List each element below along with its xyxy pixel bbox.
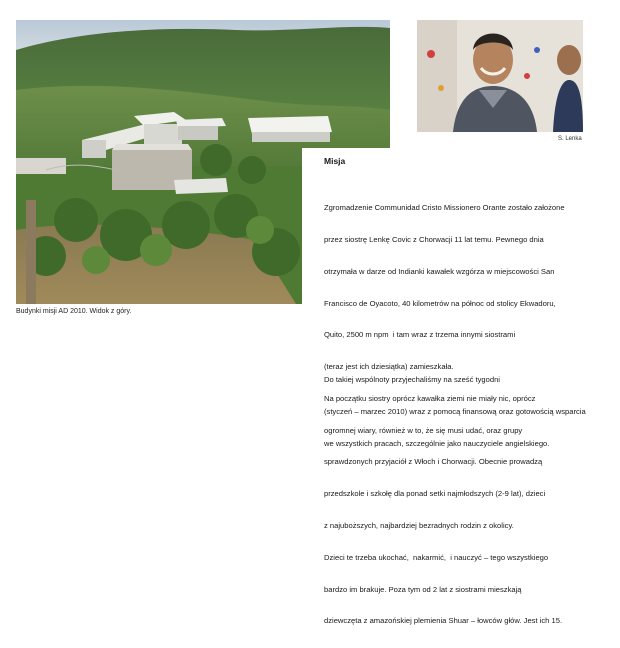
text-line: (styczeń – marzec 2010) wraz z pomocą finansową oraz gotowością wsparcia bbox=[324, 406, 586, 416]
text-line: przedszkole i szkołę dla ponad setki najmłodszych (2-9 lat), dzieci bbox=[324, 489, 546, 499]
text-line: otrzymała w darze od Indianki kawałek wzgórza w miejscowości San bbox=[324, 266, 555, 276]
text-line: Francisco de Oyacoto, 40 kilometrów na północ od stolicy Ekwadoru, bbox=[324, 298, 556, 308]
text-line: z najuboższych, najbardziej bezradnych rodzin z okolicy. bbox=[324, 521, 514, 530]
text-line: dziewczęta z amazońskiej plemienia Shuar – łowców głów. Jest ich 15. bbox=[324, 616, 563, 626]
text-line: Zgromadzenie Communidad Cristo Missionero Orante zostało założone bbox=[324, 203, 565, 213]
text-line: Na początku siostry oprócz kawałka ziemi nie miały nic, oprócz bbox=[324, 393, 536, 403]
text-line: sprawdzonych przyjaciół z Włoch i Chorwacji. Obecnie prowadzą bbox=[324, 457, 543, 467]
text-line: we wszystkich pracach, szczególnie jako nauczyciele angielskiego. bbox=[324, 438, 550, 448]
portrait-illustration bbox=[417, 20, 583, 132]
article-panel bbox=[302, 148, 620, 626]
text-line: przez siostrę Lenkę Covic z Chorwacji 11 lat temu. Pewnego dnia bbox=[324, 234, 544, 244]
article-paragraph-2 bbox=[324, 354, 620, 471]
text-line: bardzo im brakuje. Poza tym od 2 lat z siostrami mieszkają bbox=[324, 584, 522, 594]
text-line: Do takiej wspólnoty przyjechaliśmy na sześć tygodni bbox=[324, 375, 500, 385]
text-line: Quito, 2500 m npm i tam wraz z trzema innymi siostrami bbox=[324, 330, 516, 340]
text-line: (teraz jest ich dziesiątka) zamieszkała. bbox=[324, 362, 454, 372]
main-photo-caption: Budynki misji AD 2010. Widok z góry. bbox=[16, 308, 132, 315]
article-heading: Misja bbox=[324, 156, 346, 166]
text-line: Dzieci te trzeba ukochać, nakarmić, i nauczyć – tego wszystkiego bbox=[324, 552, 549, 562]
portrait-caption: S. Lenka bbox=[558, 136, 582, 142]
text-line: ogromnej wiary, również w to, że się musi udać, oraz grupy bbox=[324, 425, 523, 435]
sister-lenka-photo bbox=[417, 20, 583, 132]
